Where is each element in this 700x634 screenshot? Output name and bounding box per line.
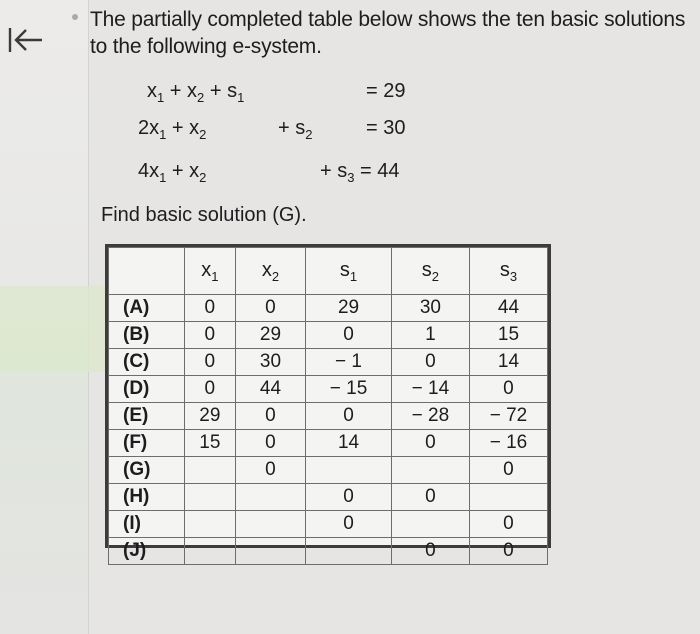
row-label: (I) bbox=[109, 511, 185, 538]
back-arrow-icon[interactable] bbox=[4, 22, 48, 58]
row-label: (D) bbox=[109, 376, 185, 403]
table-cell: 0 bbox=[469, 376, 547, 403]
table-cell: 0 bbox=[235, 403, 305, 430]
table-cell: 15 bbox=[184, 430, 235, 457]
table-cell: 30 bbox=[235, 349, 305, 376]
table-cell: 0 bbox=[184, 349, 235, 376]
table-cell: 0 bbox=[184, 322, 235, 349]
table-cell: 30 bbox=[391, 295, 469, 322]
table-row bbox=[109, 403, 548, 430]
table-cell: 0 bbox=[235, 295, 305, 322]
header-x2: $x_2$ bbox=[235, 248, 305, 295]
table-cell: 0 bbox=[306, 322, 392, 349]
row-highlight bbox=[0, 286, 110, 372]
header-x1: $x_1$ bbox=[184, 248, 235, 295]
table-cell: − 72 bbox=[469, 403, 547, 430]
equation-2-lhs: $2x_1 + x_2$ bbox=[138, 117, 207, 142]
table-cell bbox=[306, 538, 392, 565]
header-corner bbox=[109, 248, 185, 295]
table-cell bbox=[391, 457, 469, 484]
table-row bbox=[109, 430, 548, 457]
table-cell bbox=[184, 484, 235, 511]
equation-1-rhs: = 29 bbox=[366, 80, 406, 102]
equation-3-lhs: $4x_1 + x_2$ bbox=[138, 160, 207, 185]
table-cell bbox=[184, 511, 235, 538]
table-cell: 0 bbox=[184, 295, 235, 322]
row-label: (J) bbox=[109, 538, 185, 565]
table-row bbox=[109, 349, 548, 376]
table-cell: − 15 bbox=[306, 376, 392, 403]
table-cell bbox=[184, 538, 235, 565]
eq1-x2: $x_2$ bbox=[187, 80, 205, 105]
table-cell: 0 bbox=[391, 430, 469, 457]
table-cell: 0 bbox=[235, 457, 305, 484]
table-cell: 0 bbox=[306, 511, 392, 538]
table-cell: 14 bbox=[469, 349, 547, 376]
table-cell: 0 bbox=[306, 484, 392, 511]
bullet-icon bbox=[72, 14, 78, 20]
table-cell: − 1 bbox=[306, 349, 392, 376]
table-row bbox=[109, 511, 548, 538]
table-row bbox=[109, 484, 548, 511]
table-cell: 29 bbox=[184, 403, 235, 430]
table-cell: 44 bbox=[235, 376, 305, 403]
table-header-row bbox=[109, 248, 548, 295]
table-cell: 15 bbox=[469, 322, 547, 349]
table-cell: 29 bbox=[306, 295, 392, 322]
table-cell bbox=[235, 484, 305, 511]
table-row bbox=[109, 538, 548, 565]
table-cell: 14 bbox=[306, 430, 392, 457]
table-cell: 0 bbox=[469, 538, 547, 565]
table-row bbox=[109, 322, 548, 349]
table-cell: 0 bbox=[306, 403, 392, 430]
eq1-x1: $x_1$ bbox=[147, 80, 165, 105]
row-label: (B) bbox=[109, 322, 185, 349]
basic-solutions-table bbox=[105, 244, 551, 561]
table-cell: 0 bbox=[391, 349, 469, 376]
row-label: (A) bbox=[109, 295, 185, 322]
table-cell bbox=[469, 484, 547, 511]
table-cell: 44 bbox=[469, 295, 547, 322]
equation-3-slack-rhs: + $s_3 = 44$ bbox=[320, 160, 400, 185]
table-cell bbox=[391, 511, 469, 538]
header-s2: $s_2$ bbox=[391, 248, 469, 295]
table-cell: 0 bbox=[469, 457, 547, 484]
header-s1: $s_1$ bbox=[306, 248, 392, 295]
row-label: (G) bbox=[109, 457, 185, 484]
table-cell bbox=[184, 457, 235, 484]
header-s3: $s_3$ bbox=[469, 248, 547, 295]
table-cell: 0 bbox=[235, 430, 305, 457]
table-cell: 0 bbox=[184, 376, 235, 403]
equation-2-slack: + $s_2$ bbox=[278, 117, 313, 142]
table-cell: − 16 bbox=[469, 430, 547, 457]
row-label: (C) bbox=[109, 349, 185, 376]
question-text: The partially completed table below shows the ten basic solutions to the following e-system. bbox=[90, 8, 686, 58]
table-cell: 0 bbox=[469, 511, 547, 538]
table-cell: − 28 bbox=[391, 403, 469, 430]
row-label: (H) bbox=[109, 484, 185, 511]
row-label: (F) bbox=[109, 430, 185, 457]
table-row bbox=[109, 376, 548, 403]
table-cell bbox=[306, 457, 392, 484]
table-cell: 0 bbox=[391, 484, 469, 511]
table-row bbox=[109, 295, 548, 322]
table-cell: − 14 bbox=[391, 376, 469, 403]
table-cell: 1 bbox=[391, 322, 469, 349]
table-row bbox=[109, 457, 548, 484]
table-cell bbox=[235, 511, 305, 538]
table-cell bbox=[235, 538, 305, 565]
table-cell: 0 bbox=[391, 538, 469, 565]
eq1-s1: $s_1$ bbox=[227, 80, 245, 105]
row-label: (E) bbox=[109, 403, 185, 430]
table-cell: 29 bbox=[235, 322, 305, 349]
equation-2-rhs: = 30 bbox=[366, 117, 406, 139]
find-prompt: Find basic solution (G). bbox=[101, 204, 307, 226]
equation-1: $x_1 + x_2 + s_1$ bbox=[147, 80, 245, 105]
